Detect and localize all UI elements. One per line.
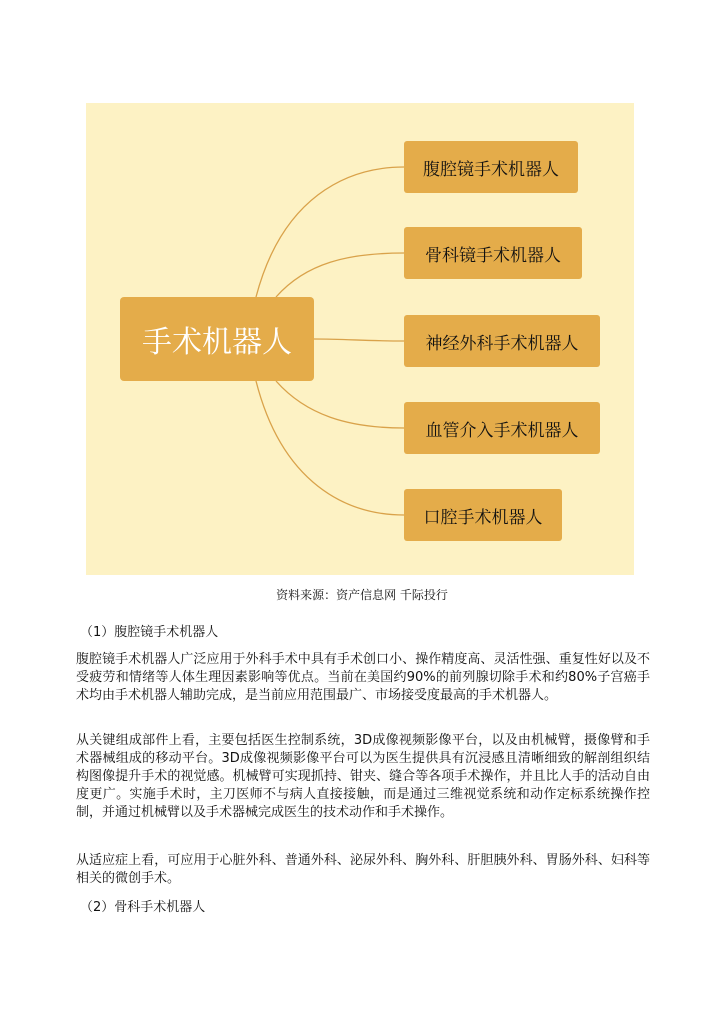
branch-node-neurosurgery: 神经外科手术机器人 — [404, 315, 600, 367]
connector-3 — [314, 339, 404, 341]
figure-caption: 资料来源：资产信息网 千际投行 — [276, 588, 448, 602]
connector-1 — [256, 167, 404, 297]
branch-node-laparoscopic: 腹腔镜手术机器人 — [404, 141, 578, 193]
connector-2 — [276, 253, 404, 297]
connector-5 — [256, 381, 404, 515]
paragraph-indications: 从适应症上看，可应用于心脏外科、普通外科、泌尿外科、胸外科、肝胆胰外科、胃肠外科、妇科等相关的微创手术。 — [76, 853, 650, 886]
paragraph-intro: 腹腔镜手术机器人广泛应用于外科手术中具有手术创口小、操作精度高、灵活性强、重复性好以及不受疲劳和情绪等人体生理因素影响等优点。当前在美国约90%的前列腺切除手术和约80%子宫癌手术均由手术机器人辅助完成，是当前应用范围最广、市场接受度最高的手术机器人。 — [76, 652, 650, 703]
branch-node-orthopedic: 骨科镜手术机器人 — [404, 227, 582, 279]
paragraph-components: 从关键组成部件上看，主要包括医生控制系统，3D成像视频影像平台，以及由机械臂，摄像臂和手术器械组成的移动平台。3D成像视频影像平台可以为医生提供具有沉浸感且清晰细致的解剖组织结构图像提升手术的视觉感。机械臂可实现抓持、钳夹、缝合等各项手术操作，并且比人手的活动自由度更广。实施手术时，主刀医师不与病人直接接触，而是通过三维视觉系统和动作定标系统操作控制，并通过机械臂以及手术器械完成医生的技术动作和手术操作。 — [76, 733, 650, 820]
section-heading-orthopedic: （2）骨科手术机器人 — [80, 900, 206, 915]
connector-4 — [276, 381, 404, 428]
mind-map-diagram — [86, 103, 634, 575]
branch-node-dental: 口腔手术机器人 — [404, 489, 562, 541]
branch-node-vascular: 血管介入手术机器人 — [404, 402, 600, 454]
root-node: 手术机器人 — [120, 297, 314, 381]
section-heading-laparoscopic: （1）腹腔镜手术机器人 — [80, 625, 219, 640]
